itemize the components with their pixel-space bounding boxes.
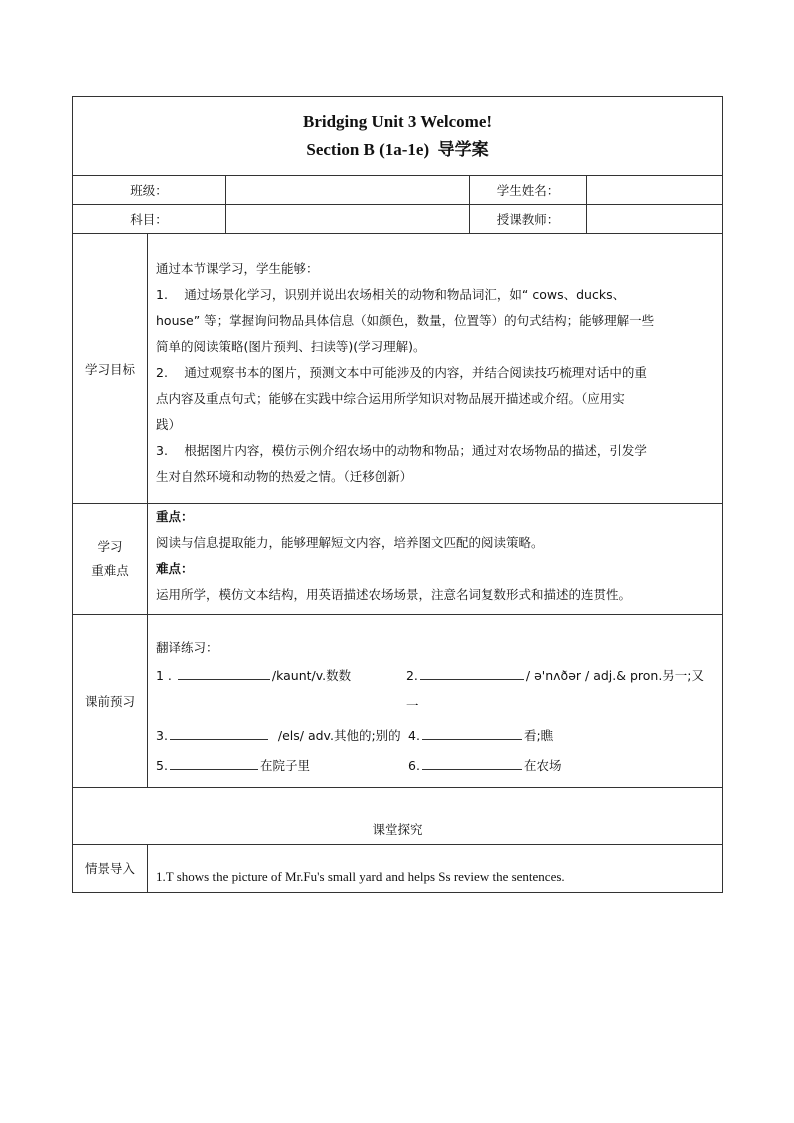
key-point-text: 阅读与信息提取能力，能够理解短文内容，培养图文匹配的阅读策略。 bbox=[156, 535, 544, 550]
objective-1-line-3: 简单的阅读策略(图片预判、扫读等)(学习理解)。 bbox=[156, 339, 426, 354]
exercise-row-1 bbox=[156, 661, 714, 721]
difficulty-text: 运用所学，模仿文本结构，用英语描述农场场景，注意名词复数形式和描述的连贯性。 bbox=[156, 587, 632, 602]
exercise-row-3 bbox=[156, 751, 714, 781]
teacher-field[interactable] bbox=[587, 205, 723, 234]
objectives-label: 学习目标 bbox=[73, 234, 148, 504]
objective-1-line-1: 1. 通过场景化学习，识别并说出农场相关的动物和物品词汇，如“ cows、ducks、 bbox=[156, 287, 626, 302]
translation-heading: 翻译练习： bbox=[156, 640, 219, 655]
exercise-5 bbox=[156, 751, 408, 781]
exercise-6-blank[interactable] bbox=[422, 755, 522, 770]
objective-2-line-1: 2. 通过观察书本的图片，预测文本中可能涉及的内容，并结合阅读技巧梳理对话中的重 bbox=[156, 365, 647, 380]
exercise-4-number: 4. bbox=[408, 728, 420, 743]
lead-in-label: 情景导入 bbox=[73, 845, 148, 893]
key-point-title: 重点： bbox=[156, 509, 194, 524]
preview-label: 课前预习 bbox=[73, 615, 148, 788]
exercise-2-number: 2. bbox=[405, 668, 418, 683]
keypoints-label bbox=[73, 504, 148, 615]
subject-field[interactable] bbox=[226, 205, 470, 234]
exercise-6-number: 6. bbox=[408, 758, 420, 773]
exercise-4-blank[interactable] bbox=[422, 725, 522, 740]
title-cell bbox=[73, 97, 723, 176]
exercise-6-text: 在农场 bbox=[523, 758, 562, 773]
guide-label: 导学案 bbox=[437, 140, 489, 160]
exercise-3-blank[interactable] bbox=[170, 725, 268, 740]
lead-in-text: 1.T shows the picture of Mr.Fu's small yard and helps Ss review the sentences. bbox=[156, 869, 565, 884]
objectives-content bbox=[148, 234, 723, 504]
exercise-5-text: 在院子里 bbox=[259, 758, 310, 773]
objective-1-line-2: house” 等；掌握询问物品具体信息（如颜色，数量，位置等）的句式结构；能够理解一些 bbox=[156, 313, 655, 328]
class-field[interactable] bbox=[226, 176, 470, 205]
exercise-1 bbox=[156, 661, 406, 721]
exercise-3-number: 3. bbox=[156, 728, 168, 743]
exercise-3 bbox=[156, 721, 408, 751]
keypoints-content bbox=[148, 504, 723, 615]
exercise-4 bbox=[408, 721, 553, 751]
keypoints-label-line-1: 学习 bbox=[97, 539, 123, 554]
exercise-5-blank[interactable] bbox=[170, 755, 258, 770]
exercise-row-2 bbox=[156, 721, 714, 751]
exercise-3-text: /els/ adv.其他的;别的 bbox=[277, 728, 401, 743]
exercise-6 bbox=[408, 751, 561, 781]
section-label: Section B (1a-1e) bbox=[306, 140, 430, 159]
preview-content bbox=[148, 615, 723, 788]
subject-label: 科目： bbox=[73, 205, 226, 234]
exercise-1-blank[interactable] bbox=[178, 665, 270, 680]
objectives-intro: 通过本节课学习，学生能够： bbox=[156, 261, 319, 276]
student-name-label: 学生姓名： bbox=[470, 176, 587, 205]
exercise-2 bbox=[406, 661, 714, 721]
classroom-exploration-label: 课堂探究 bbox=[372, 822, 423, 837]
exercise-1-text: /kaunt/v.数数 bbox=[271, 668, 352, 683]
lead-in-content bbox=[148, 845, 723, 893]
exercise-2-blank[interactable] bbox=[420, 665, 524, 680]
teacher-label: 授课教师： bbox=[470, 205, 587, 234]
exercise-4-text: 看;瞧 bbox=[523, 728, 554, 743]
classroom-exploration-header bbox=[73, 788, 723, 845]
exercise-5-number: 5. bbox=[156, 758, 168, 773]
objective-2-line-2: 点内容及重点句式；能够在实践中综合运用所学知识对物品展开描述或介绍。（应用实 bbox=[156, 391, 625, 406]
student-name-field[interactable] bbox=[587, 176, 723, 205]
document-title: Bridging Unit 3 Welcome! bbox=[303, 112, 493, 131]
objective-2-line-3: 践） bbox=[156, 417, 182, 432]
difficulty-title: 难点： bbox=[156, 561, 194, 576]
class-label: 班级： bbox=[73, 176, 226, 205]
exercise-1-number: 1 . bbox=[156, 668, 172, 683]
document-subtitle bbox=[73, 136, 722, 164]
study-guide-table bbox=[72, 96, 723, 893]
keypoints-label-line-2: 重难点 bbox=[91, 563, 129, 578]
exercise-2-text: / ə'nʌðər / adj.& pron.另一;又一 bbox=[405, 668, 705, 713]
objective-3-line-2: 生对自然环境和动物的热爱之情。（迁移创新） bbox=[156, 469, 413, 484]
objective-3-line-1: 3. 根据图片内容，模仿示例介绍农场中的动物和物品；通过对农场物品的描述，引发学 bbox=[156, 443, 647, 458]
